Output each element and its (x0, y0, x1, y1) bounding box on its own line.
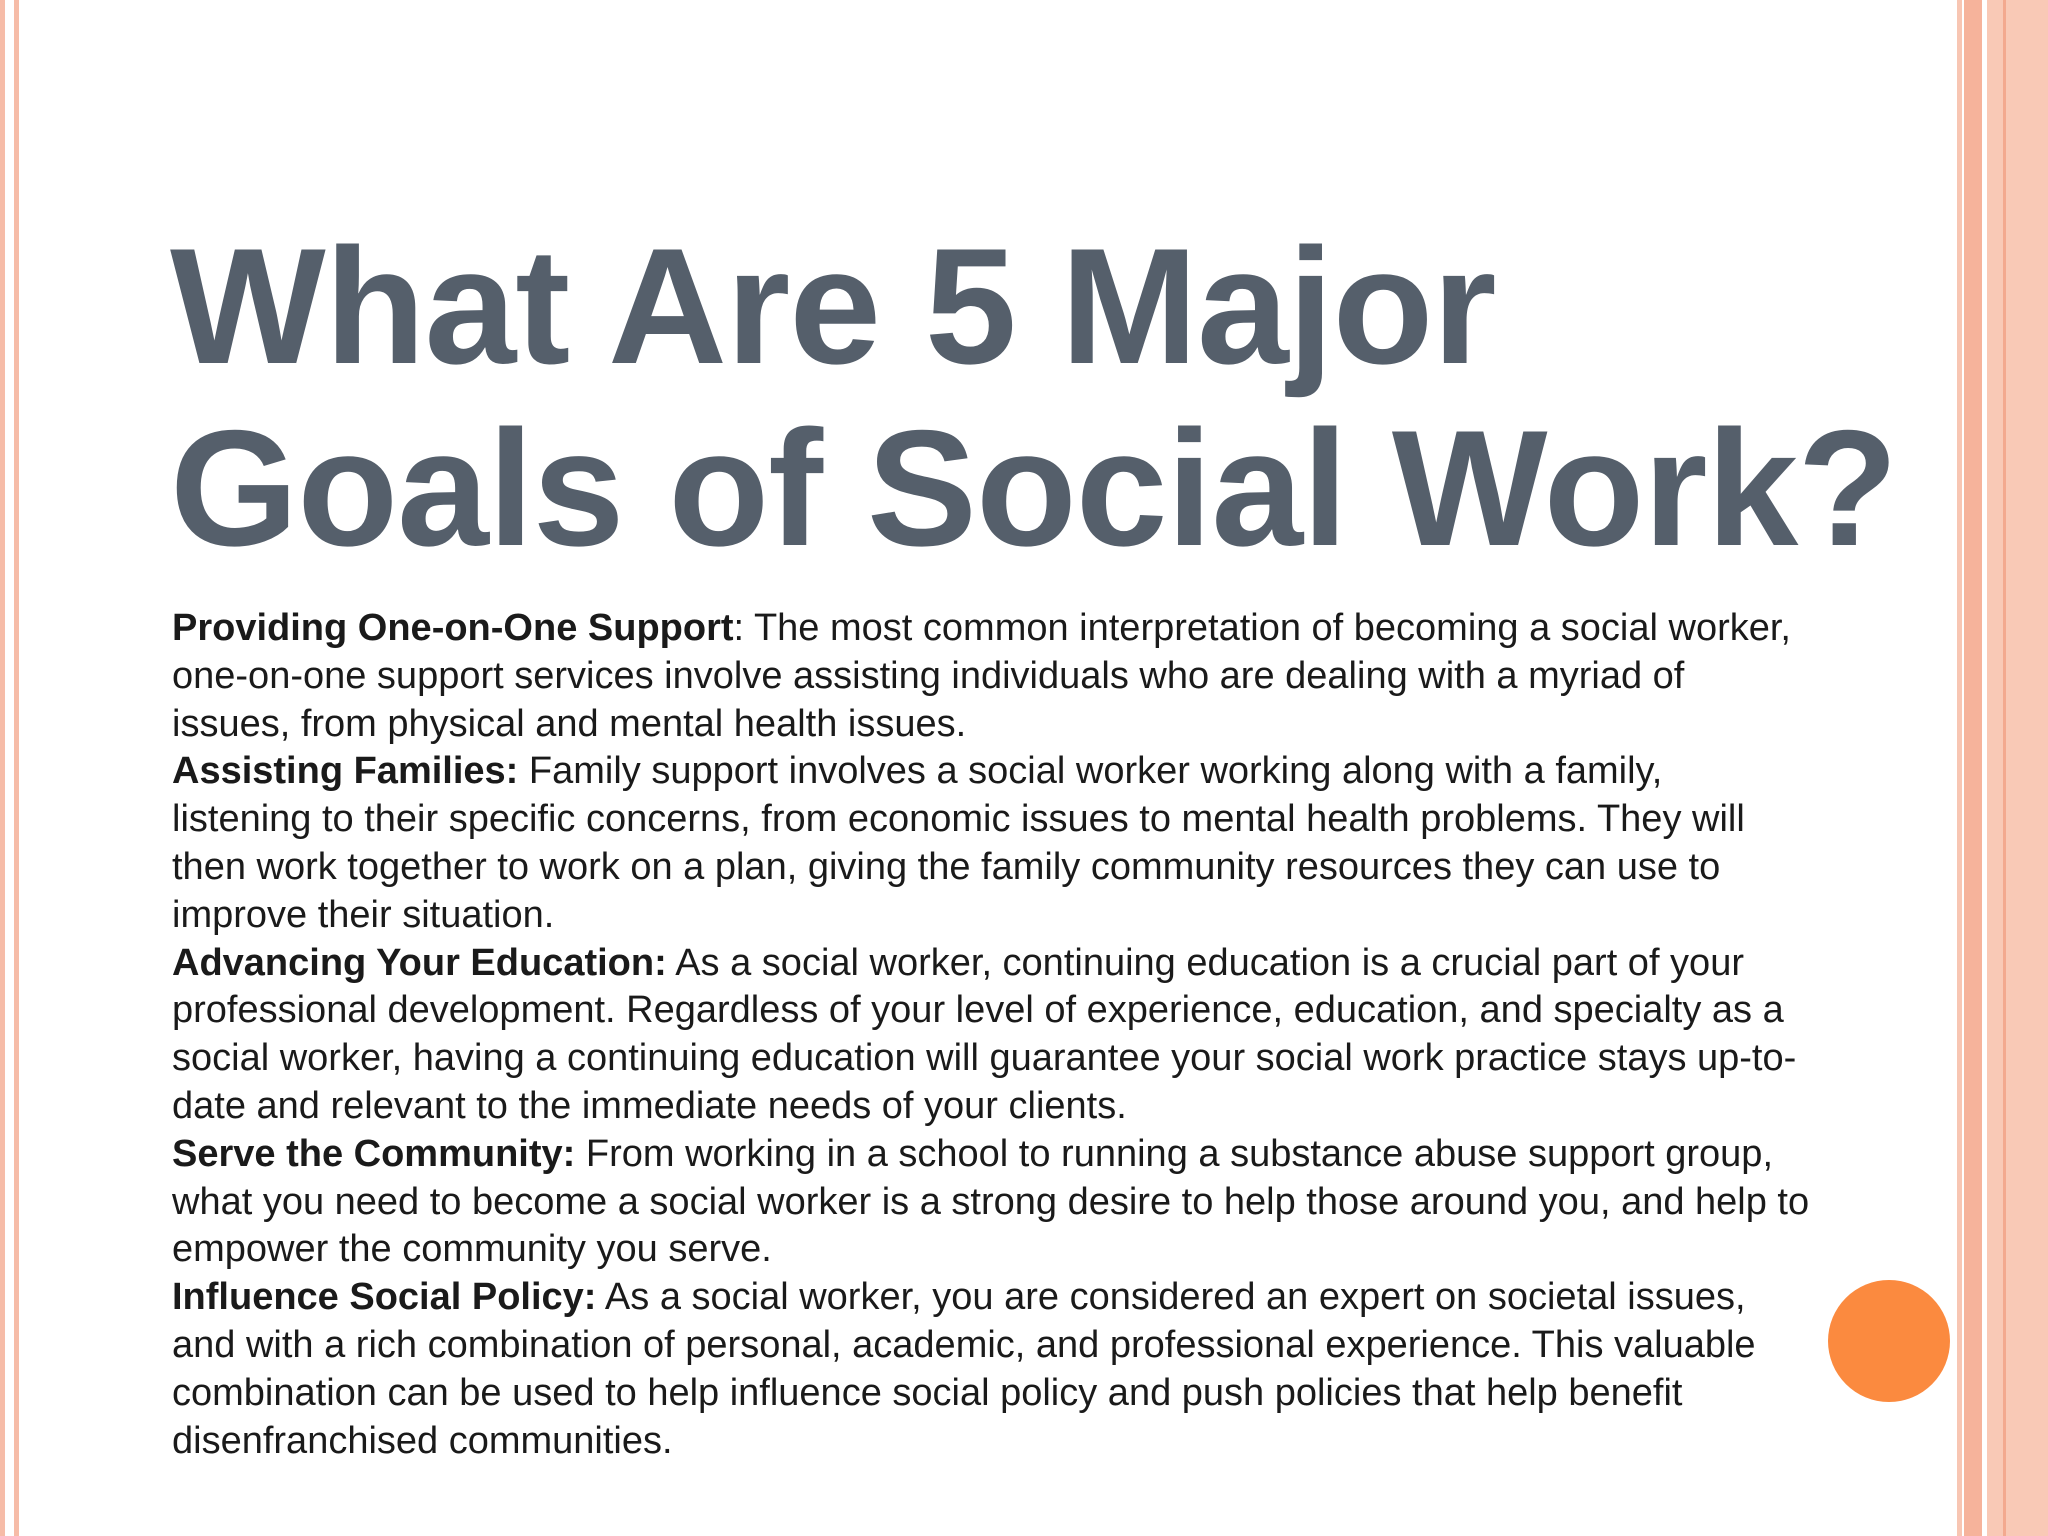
goal-item (172, 1274, 1812, 1465)
goal-heading: Assisting Families: (172, 750, 519, 793)
goal-item (172, 748, 1812, 939)
goals-list (172, 605, 1812, 1465)
goal-heading: Serve the Community: (172, 1132, 576, 1175)
goal-heading: Advancing Your Education: (172, 941, 667, 984)
right-border-thick (1964, 0, 1982, 1536)
right-border-band (1987, 0, 2048, 1536)
right-border-line (2003, 0, 2006, 1536)
slide-title: What Are 5 Major Goals of Social Work? (170, 214, 1898, 580)
goal-heading: Influence Social Policy: (172, 1276, 597, 1319)
goal-item (172, 605, 1812, 748)
goal-text: The most common interpretation of becoming a social worker, one-on-one support services involve assisting individuals who are dealing with a myriad of issues, from physical and mental health issues. (172, 607, 1791, 745)
orange-circle-decoration (1828, 1280, 1950, 1402)
goal-text: Family support involves a social worker working along with a family, listening to their specific concerns, from economic issues to mental health problems. They will then work together to work on a plan, giving the family community resources they can use to improve their situation. (172, 750, 1745, 936)
goal-text: From working in a school to running a substance abuse support group, what you need to become a social worker is a strong desire to help those around you, and help to empower the community you serve. (172, 1132, 1810, 1271)
goal-text: As a social worker, continuing education is a crucial part of your professional development. Regardless of your level of experience, education, and specialty as a social worker, having a continuing education will guarantee your social work practice stays up-to-date and relevant to the immediate needs of your clients. (172, 941, 1797, 1127)
goal-separator: : (733, 607, 745, 649)
left-border-inner (14, 0, 19, 1536)
goal-item (172, 1131, 1812, 1274)
goal-item (172, 940, 1812, 1131)
goal-heading: Providing One-on-One Support (172, 607, 734, 649)
goal-text: As a social worker, you are considered an expert on societal issues, and with a rich combination of personal, academic, and professional experience. This valuable combination can be used to help influence social policy and push policies that help benefit disenfranchised communities. (172, 1276, 1756, 1462)
right-border-thin (1957, 0, 1962, 1536)
left-border-outer (0, 0, 5, 1536)
